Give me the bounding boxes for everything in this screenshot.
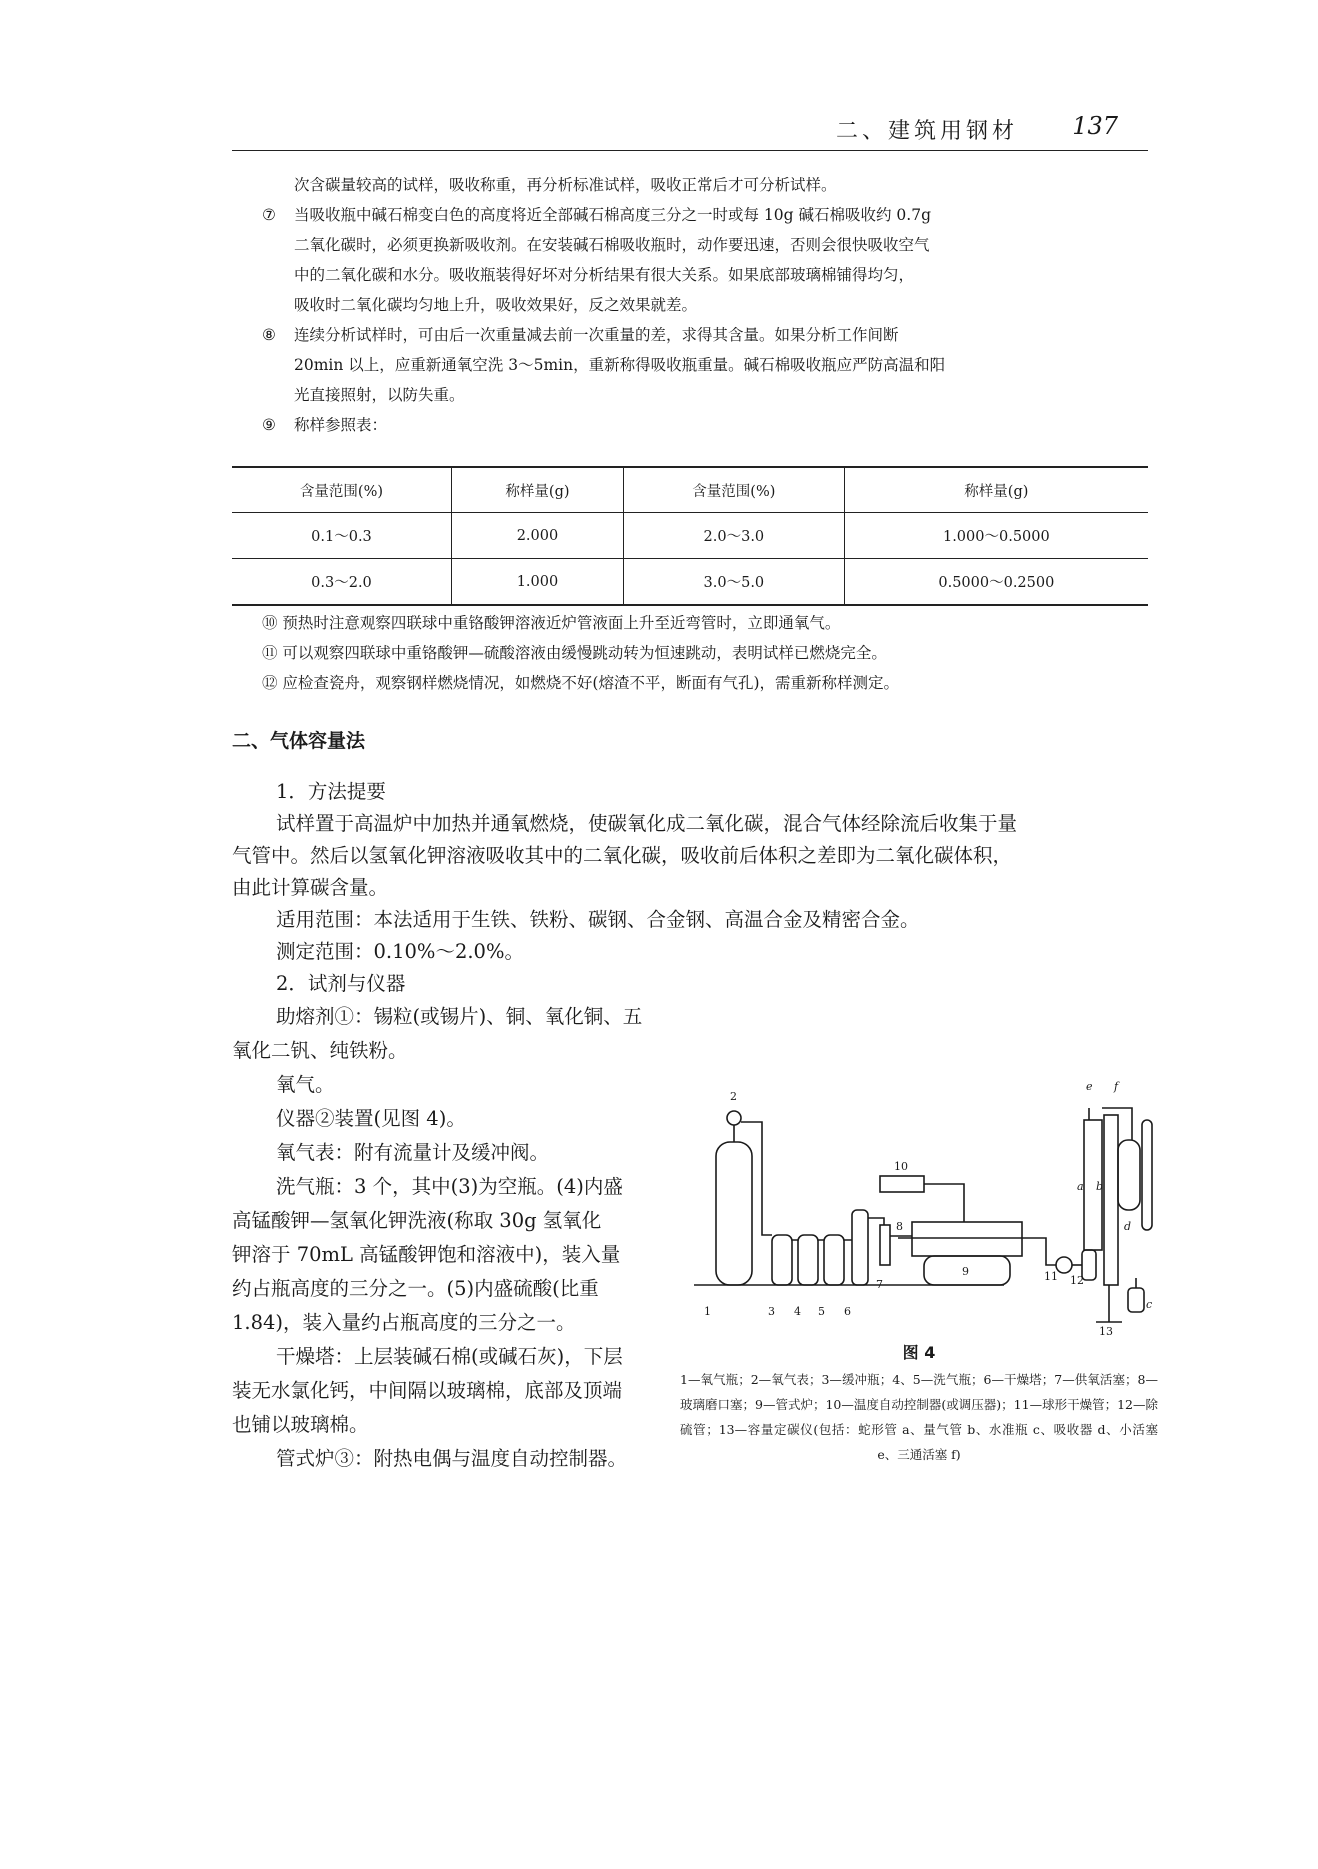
leveling-bottle [1128,1288,1144,1312]
absorber-reservoir [1142,1120,1152,1230]
fig-label-9: 9 [962,1265,969,1278]
desulfurization-tube [1082,1250,1096,1280]
meter-text: 氧气表：附有流量计及缓冲阀。 [276,1141,550,1164]
fig-label-2: 2 [730,1090,737,1103]
scope-text: 适用范围：本法适用于生铁、铁粉、碳钢、合金钢、高温合金及精密合金。 [276,908,920,931]
note-7-line2: 二氧化碳时，必须更换新吸收剂。在安装碱石棉吸收瓶时，动作要迅速，否则会很快吸收空气 [294,236,930,254]
temp-controller [880,1176,924,1192]
para-1-line1: 试样置于高温炉中加热并通氧燃烧，使碳氧化成二氧化碳，混合气体经除流后收集于量 [276,812,1018,835]
instrument-text: 仪器②装置(见图 4)。 [276,1107,466,1130]
table-cell: 3.0～5.0 [623,559,844,606]
page-header [232,112,1148,151]
section-title: 二、气体容量法 [232,730,366,752]
para-1-line2: 气管中。然后以氢氧化钾溶液吸收其中的二氧化碳，吸收前后体积之差即为二氧化碳体积， [232,844,1013,867]
main-text-left-column [232,1000,672,1476]
table-row [232,513,1148,559]
table-header-cell: 含量范围(%) [623,467,844,513]
oxygen-gauge [727,1111,741,1125]
fig-label-13: 13 [1099,1325,1113,1335]
table-cell: 0.1～0.3 [232,513,451,559]
fig-label-3: 3 [768,1305,775,1318]
reference-table [232,466,1148,606]
fig-label-10: 10 [894,1160,908,1173]
wash-bottle-5 [824,1235,844,1285]
apparatus-diagram [684,1060,1154,1335]
oxygen-cylinder [716,1142,752,1285]
range-text: 测定范围：0.10%～2.0%。 [276,940,524,963]
fig-label-b: b [1096,1180,1104,1193]
note-8-line2: 20min 以上，应重新通氧空洗 3～5min，重新称得吸收瓶重量。碱石棉吸收瓶应严防高温和阳 [294,356,946,374]
buffer-bottle [772,1235,792,1285]
note-continuation: 次含碳量较高的试样，吸收称重，再分析标准试样，吸收正常后才可分析试样。 [294,176,837,194]
fig-label-8: 8 [896,1220,903,1233]
spherical-drying-tube [1056,1257,1072,1273]
wash-line5: 1.84)，装入量约占瓶高度的三分之一。 [232,1311,576,1334]
gas-burette [1104,1115,1118,1285]
table-cell: 0.3～2.0 [232,559,451,606]
note-8-number: ⑧ [262,326,276,344]
wash-line1: 洗气瓶：3 个，其中(3)为空瓶。(4)内盛 [276,1175,623,1198]
oxygen-text: 氧气。 [276,1073,335,1096]
fig-label-12: 12 [1070,1274,1084,1287]
dry-line2: 装无水氯化钙，中间隔以玻璃棉，底部及顶端 [232,1379,623,1402]
page-number: 137 [1072,112,1118,140]
fig-label-e: e [1086,1080,1093,1093]
fig-label-5: 5 [818,1305,825,1318]
table-cell: 2.0～3.0 [623,513,844,559]
note-12: ⑫ 应检查瓷舟，观察钢样燃烧情况，如燃烧不好(熔渣不平，断面有气孔)，需重新称样测定。 [262,674,900,692]
table-header-cell: 称样量(g) [451,467,623,513]
subsection-1-title: 1．方法提要 [276,780,386,803]
para-1-line3: 由此计算碳含量。 [232,876,389,899]
fig-label-7: 7 [876,1278,883,1291]
fig-label-11: 11 [1044,1270,1058,1283]
oxygen-valve [880,1225,890,1265]
tube-furnace [912,1222,1022,1256]
drying-tower [852,1210,868,1285]
figure-caption: 1—氧气瓶；2—氧气表；3—缓冲瓶；4、5—洗气瓶；6—干燥塔；7—供氧活塞；8—玻璃磨口塞；9—管式炉；10—温度自动控制器(或调压器)；11—球形干燥管；12—除硫管；13—容量定碳仪(包括：蛇形管 a、量气管 b、水准瓶 c、吸收器 d、小活塞 e、三通活塞 f) [680,1372,1158,1462]
table-cell: 1.000 [451,559,623,606]
fig-label-6: 6 [844,1305,851,1318]
wash-bottle-4 [798,1235,818,1285]
fig-label-f: f [1114,1080,1119,1093]
table-cell: 0.5000～0.2500 [844,559,1148,606]
furnace-text: 管式炉③：附热电偶与温度自动控制器。 [276,1447,628,1470]
note-7-number: ⑦ [262,206,276,224]
wash-line4: 约占瓶高度的三分之一。(5)内盛硫酸(比重 [232,1277,599,1300]
notes-bottom [232,608,1148,698]
absorber [1118,1140,1140,1210]
dry-line3: 也铺以玻璃棉。 [232,1413,369,1436]
running-title: 二、建筑用钢材 [835,119,1018,144]
dry-line1: 干燥塔：上层装碱石棉(或碱石灰)，下层 [276,1345,623,1368]
figure-caption-block [680,1340,1158,1467]
fig-label-a: a [1077,1180,1084,1193]
note-10: ⑩ 预热时注意观察四联球中重铬酸钾溶液近炉管液面上升至近弯管时，立即通氧气。 [262,614,841,632]
notes-top [232,170,1148,440]
table-cell: 2.000 [451,513,623,559]
table-header-cell: 含量范围(%) [232,467,451,513]
flux-line1: 助熔剂①：锡粒(或锡片)、铜、氧化铜、五 [276,1005,643,1028]
note-7-line1: ⑦ 当吸收瓶中碱石棉变白色的高度将近全部碱石棉高度三分之一时或每 10g 碱石棉吸收约 0.7g [232,200,1148,230]
note-9-number: ⑨ [262,416,276,434]
flux-line2: 氧化二钒、纯铁粉。 [232,1039,408,1062]
note-8-line3: 光直接照射，以防失重。 [294,386,465,404]
table-header-cell: 称样量(g) [844,467,1148,513]
subsection-2-title: 2．试剂与仪器 [276,972,406,995]
wash-line3: 钾溶于 70mL 高锰酸钾饱和溶液中)，装入量 [232,1243,621,1266]
note-7-line3: 中的二氧化碳和水分。吸收瓶装得好坏对分析结果有很大关系。如果底部玻璃棉铺得均匀， [294,266,915,284]
fig-label-4: 4 [794,1305,801,1318]
note-9-line1: ⑨ 称样参照表： [232,410,1148,440]
table-cell: 1.000～0.5000 [844,513,1148,559]
fig-label-1: 1 [704,1305,711,1318]
table-header-row [232,467,1148,513]
table-row [232,559,1148,606]
note-7-line4: 吸收时二氧化碳均匀地上升，吸收效果好，反之效果就差。 [294,296,698,314]
main-text-full [232,776,1148,1000]
wash-line2: 高锰酸钾—氢氧化钾洗液(称取 30g 氢氧化 [232,1209,602,1232]
note-8-line1: ⑧ 连续分析试样时，可由后一次重量减去前一次重量的差，求得其含量。如果分析工作间断 [232,320,1148,350]
fig-label-c: c [1146,1298,1153,1311]
fig-label-d: d [1124,1220,1132,1233]
note-11: ⑪ 可以观察四联球中重铬酸钾—硫酸溶液由缓慢跳动转为恒速跳动，表明试样已燃烧完全。 [262,644,887,662]
figure-title: 图 4 [902,1343,936,1362]
